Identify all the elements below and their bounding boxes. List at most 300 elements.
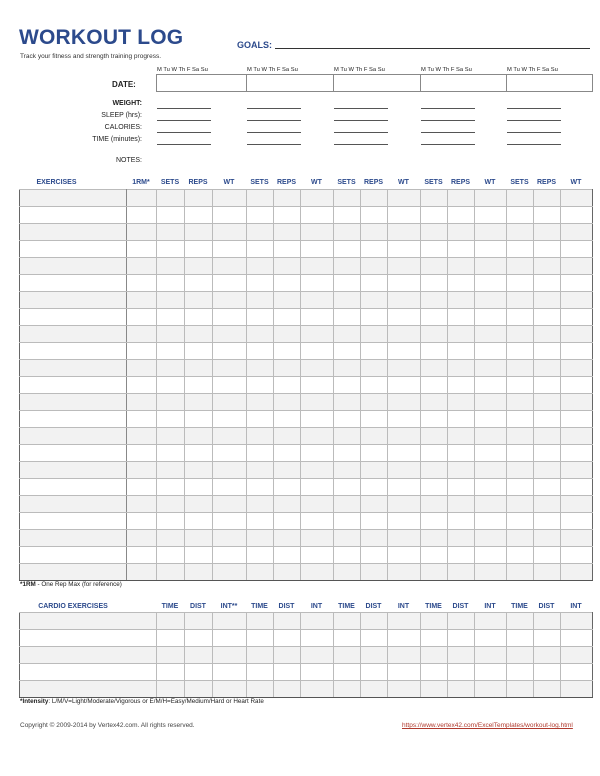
entry-cell[interactable] xyxy=(157,564,185,581)
entry-cell[interactable] xyxy=(534,360,561,377)
entry-cell[interactable] xyxy=(361,292,388,309)
entry-cell[interactable] xyxy=(534,630,561,647)
entry-cell[interactable] xyxy=(274,630,301,647)
entry-cell[interactable] xyxy=(448,360,475,377)
entry-cell[interactable] xyxy=(185,428,213,445)
date-field-3[interactable] xyxy=(333,74,421,92)
entry-cell[interactable] xyxy=(507,681,534,698)
entry-cell[interactable] xyxy=(274,394,301,411)
entry-cell[interactable] xyxy=(213,377,247,394)
entry-cell[interactable] xyxy=(334,647,361,664)
entry-cell[interactable] xyxy=(388,343,421,360)
entry-cell[interactable] xyxy=(185,445,213,462)
exercise-cell[interactable] xyxy=(20,647,157,664)
entry-cell[interactable] xyxy=(301,530,334,547)
entry-cell[interactable] xyxy=(247,564,274,581)
entry-cell[interactable] xyxy=(361,309,388,326)
entry-cell[interactable] xyxy=(127,530,157,547)
entry-cell[interactable] xyxy=(213,275,247,292)
entry-cell[interactable] xyxy=(475,613,507,630)
entry-cell[interactable] xyxy=(475,547,507,564)
entry-cell[interactable] xyxy=(388,377,421,394)
entry-cell[interactable] xyxy=(334,394,361,411)
entry-cell[interactable] xyxy=(213,496,247,513)
entry-cell[interactable] xyxy=(334,377,361,394)
entry-cell[interactable] xyxy=(274,530,301,547)
entry-cell[interactable] xyxy=(561,564,593,581)
entry-cell[interactable] xyxy=(213,564,247,581)
entry-cell[interactable] xyxy=(213,411,247,428)
entry-cell[interactable] xyxy=(448,564,475,581)
entry-cell[interactable] xyxy=(507,275,534,292)
exercise-cell[interactable] xyxy=(20,326,127,343)
entry-cell[interactable] xyxy=(475,207,507,224)
entry-cell[interactable] xyxy=(334,292,361,309)
entry-cell[interactable] xyxy=(247,530,274,547)
entry-cell[interactable] xyxy=(157,241,185,258)
entry-cell[interactable] xyxy=(475,647,507,664)
entry-cell[interactable] xyxy=(388,428,421,445)
entry-cell[interactable] xyxy=(157,547,185,564)
entry-cell[interactable] xyxy=(421,275,448,292)
entry-cell[interactable] xyxy=(213,309,247,326)
entry-cell[interactable] xyxy=(448,292,475,309)
entry-cell[interactable] xyxy=(475,292,507,309)
exercise-cell[interactable] xyxy=(20,190,127,207)
stat-field[interactable] xyxy=(334,120,388,121)
entry-cell[interactable] xyxy=(247,241,274,258)
entry-cell[interactable] xyxy=(448,530,475,547)
exercise-cell[interactable] xyxy=(20,377,127,394)
entry-cell[interactable] xyxy=(421,258,448,275)
entry-cell[interactable] xyxy=(475,479,507,496)
entry-cell[interactable] xyxy=(388,207,421,224)
entry-cell[interactable] xyxy=(561,428,593,445)
entry-cell[interactable] xyxy=(534,326,561,343)
entry-cell[interactable] xyxy=(157,428,185,445)
entry-cell[interactable] xyxy=(274,360,301,377)
exercise-cell[interactable] xyxy=(20,630,157,647)
stat-field[interactable] xyxy=(334,132,388,133)
entry-cell[interactable] xyxy=(534,462,561,479)
stat-field[interactable] xyxy=(157,120,211,121)
entry-cell[interactable] xyxy=(534,496,561,513)
stat-field[interactable] xyxy=(157,132,211,133)
entry-cell[interactable] xyxy=(127,428,157,445)
template-link[interactable]: https://www.vertex42.com/ExcelTemplates/workout-log.html xyxy=(402,722,573,729)
entry-cell[interactable] xyxy=(247,275,274,292)
entry-cell[interactable] xyxy=(507,377,534,394)
entry-cell[interactable] xyxy=(561,326,593,343)
entry-cell[interactable] xyxy=(247,394,274,411)
entry-cell[interactable] xyxy=(388,547,421,564)
entry-cell[interactable] xyxy=(507,513,534,530)
entry-cell[interactable] xyxy=(534,190,561,207)
entry-cell[interactable] xyxy=(247,681,274,698)
entry-cell[interactable] xyxy=(361,326,388,343)
entry-cell[interactable] xyxy=(213,513,247,530)
entry-cell[interactable] xyxy=(247,428,274,445)
entry-cell[interactable] xyxy=(301,309,334,326)
entry-cell[interactable] xyxy=(274,681,301,698)
entry-cell[interactable] xyxy=(507,360,534,377)
entry-cell[interactable] xyxy=(334,411,361,428)
entry-cell[interactable] xyxy=(185,630,213,647)
exercise-cell[interactable] xyxy=(20,343,127,360)
entry-cell[interactable] xyxy=(448,258,475,275)
entry-cell[interactable] xyxy=(475,513,507,530)
exercise-cell[interactable] xyxy=(20,664,157,681)
exercise-cell[interactable] xyxy=(20,513,127,530)
date-field-2[interactable] xyxy=(246,74,334,92)
entry-cell[interactable] xyxy=(475,343,507,360)
entry-cell[interactable] xyxy=(561,462,593,479)
entry-cell[interactable] xyxy=(157,613,185,630)
entry-cell[interactable] xyxy=(507,326,534,343)
entry-cell[interactable] xyxy=(561,479,593,496)
entry-cell[interactable] xyxy=(361,547,388,564)
entry-cell[interactable] xyxy=(421,630,448,647)
entry-cell[interactable] xyxy=(561,258,593,275)
entry-cell[interactable] xyxy=(157,479,185,496)
entry-cell[interactable] xyxy=(185,664,213,681)
entry-cell[interactable] xyxy=(475,309,507,326)
entry-cell[interactable] xyxy=(421,664,448,681)
entry-cell[interactable] xyxy=(213,258,247,275)
entry-cell[interactable] xyxy=(475,630,507,647)
entry-cell[interactable] xyxy=(448,326,475,343)
entry-cell[interactable] xyxy=(301,224,334,241)
entry-cell[interactable] xyxy=(561,547,593,564)
entry-cell[interactable] xyxy=(301,428,334,445)
stat-field[interactable] xyxy=(421,108,475,109)
entry-cell[interactable] xyxy=(448,681,475,698)
entry-cell[interactable] xyxy=(421,479,448,496)
entry-cell[interactable] xyxy=(388,275,421,292)
entry-cell[interactable] xyxy=(334,428,361,445)
entry-cell[interactable] xyxy=(334,513,361,530)
entry-cell[interactable] xyxy=(361,513,388,530)
entry-cell[interactable] xyxy=(561,630,593,647)
entry-cell[interactable] xyxy=(388,681,421,698)
entry-cell[interactable] xyxy=(213,547,247,564)
entry-cell[interactable] xyxy=(388,309,421,326)
stat-field[interactable] xyxy=(507,132,561,133)
entry-cell[interactable] xyxy=(247,292,274,309)
entry-cell[interactable] xyxy=(534,292,561,309)
entry-cell[interactable] xyxy=(534,647,561,664)
entry-cell[interactable] xyxy=(388,411,421,428)
entry-cell[interactable] xyxy=(127,411,157,428)
entry-cell[interactable] xyxy=(247,496,274,513)
entry-cell[interactable] xyxy=(475,224,507,241)
entry-cell[interactable] xyxy=(185,360,213,377)
entry-cell[interactable] xyxy=(247,647,274,664)
entry-cell[interactable] xyxy=(213,241,247,258)
entry-cell[interactable] xyxy=(213,630,247,647)
entry-cell[interactable] xyxy=(274,343,301,360)
entry-cell[interactable] xyxy=(475,258,507,275)
entry-cell[interactable] xyxy=(421,190,448,207)
entry-cell[interactable] xyxy=(334,613,361,630)
entry-cell[interactable] xyxy=(301,496,334,513)
entry-cell[interactable] xyxy=(185,530,213,547)
entry-cell[interactable] xyxy=(388,241,421,258)
entry-cell[interactable] xyxy=(157,326,185,343)
entry-cell[interactable] xyxy=(301,462,334,479)
entry-cell[interactable] xyxy=(213,207,247,224)
entry-cell[interactable] xyxy=(361,613,388,630)
entry-cell[interactable] xyxy=(247,309,274,326)
entry-cell[interactable] xyxy=(361,275,388,292)
entry-cell[interactable] xyxy=(301,326,334,343)
entry-cell[interactable] xyxy=(334,258,361,275)
exercise-cell[interactable] xyxy=(20,564,127,581)
entry-cell[interactable] xyxy=(127,241,157,258)
entry-cell[interactable] xyxy=(334,462,361,479)
date-field-5[interactable] xyxy=(506,74,593,92)
entry-cell[interactable] xyxy=(534,394,561,411)
entry-cell[interactable] xyxy=(475,275,507,292)
entry-cell[interactable] xyxy=(421,326,448,343)
entry-cell[interactable] xyxy=(274,224,301,241)
entry-cell[interactable] xyxy=(507,258,534,275)
entry-cell[interactable] xyxy=(507,207,534,224)
entry-cell[interactable] xyxy=(388,630,421,647)
entry-cell[interactable] xyxy=(274,547,301,564)
entry-cell[interactable] xyxy=(127,360,157,377)
entry-cell[interactable] xyxy=(561,496,593,513)
entry-cell[interactable] xyxy=(421,377,448,394)
stat-field[interactable] xyxy=(421,132,475,133)
entry-cell[interactable] xyxy=(127,343,157,360)
entry-cell[interactable] xyxy=(157,292,185,309)
entry-cell[interactable] xyxy=(213,428,247,445)
entry-cell[interactable] xyxy=(157,360,185,377)
entry-cell[interactable] xyxy=(561,309,593,326)
entry-cell[interactable] xyxy=(185,326,213,343)
entry-cell[interactable] xyxy=(534,564,561,581)
entry-cell[interactable] xyxy=(507,479,534,496)
entry-cell[interactable] xyxy=(185,462,213,479)
entry-cell[interactable] xyxy=(448,224,475,241)
entry-cell[interactable] xyxy=(448,630,475,647)
stat-field[interactable] xyxy=(247,120,301,121)
entry-cell[interactable] xyxy=(247,462,274,479)
goals-field[interactable] xyxy=(275,48,590,49)
entry-cell[interactable] xyxy=(421,681,448,698)
entry-cell[interactable] xyxy=(388,462,421,479)
entry-cell[interactable] xyxy=(561,613,593,630)
entry-cell[interactable] xyxy=(213,681,247,698)
entry-cell[interactable] xyxy=(361,411,388,428)
entry-cell[interactable] xyxy=(361,681,388,698)
entry-cell[interactable] xyxy=(213,394,247,411)
entry-cell[interactable] xyxy=(421,292,448,309)
entry-cell[interactable] xyxy=(185,496,213,513)
entry-cell[interactable] xyxy=(157,394,185,411)
entry-cell[interactable] xyxy=(534,681,561,698)
entry-cell[interactable] xyxy=(127,377,157,394)
entry-cell[interactable] xyxy=(534,411,561,428)
entry-cell[interactable] xyxy=(185,241,213,258)
entry-cell[interactable] xyxy=(448,664,475,681)
exercise-cell[interactable] xyxy=(20,530,127,547)
entry-cell[interactable] xyxy=(507,547,534,564)
entry-cell[interactable] xyxy=(388,647,421,664)
entry-cell[interactable] xyxy=(185,258,213,275)
exercise-cell[interactable] xyxy=(20,224,127,241)
exercise-cell[interactable] xyxy=(20,496,127,513)
entry-cell[interactable] xyxy=(334,547,361,564)
entry-cell[interactable] xyxy=(561,681,593,698)
entry-cell[interactable] xyxy=(127,326,157,343)
entry-cell[interactable] xyxy=(534,377,561,394)
entry-cell[interactable] xyxy=(185,613,213,630)
stat-field[interactable] xyxy=(507,144,561,145)
entry-cell[interactable] xyxy=(213,613,247,630)
exercise-cell[interactable] xyxy=(20,445,127,462)
entry-cell[interactable] xyxy=(157,462,185,479)
entry-cell[interactable] xyxy=(301,411,334,428)
entry-cell[interactable] xyxy=(274,241,301,258)
entry-cell[interactable] xyxy=(421,530,448,547)
entry-cell[interactable] xyxy=(185,647,213,664)
entry-cell[interactable] xyxy=(185,564,213,581)
entry-cell[interactable] xyxy=(448,377,475,394)
entry-cell[interactable] xyxy=(301,647,334,664)
entry-cell[interactable] xyxy=(247,513,274,530)
entry-cell[interactable] xyxy=(448,394,475,411)
entry-cell[interactable] xyxy=(507,530,534,547)
entry-cell[interactable] xyxy=(213,190,247,207)
exercise-cell[interactable] xyxy=(20,411,127,428)
entry-cell[interactable] xyxy=(247,664,274,681)
exercise-cell[interactable] xyxy=(20,207,127,224)
entry-cell[interactable] xyxy=(334,241,361,258)
entry-cell[interactable] xyxy=(388,564,421,581)
entry-cell[interactable] xyxy=(157,258,185,275)
entry-cell[interactable] xyxy=(507,496,534,513)
entry-cell[interactable] xyxy=(157,411,185,428)
entry-cell[interactable] xyxy=(301,613,334,630)
entry-cell[interactable] xyxy=(448,207,475,224)
entry-cell[interactable] xyxy=(475,462,507,479)
entry-cell[interactable] xyxy=(421,428,448,445)
entry-cell[interactable] xyxy=(448,647,475,664)
entry-cell[interactable] xyxy=(361,462,388,479)
exercise-cell[interactable] xyxy=(20,479,127,496)
entry-cell[interactable] xyxy=(388,513,421,530)
entry-cell[interactable] xyxy=(247,411,274,428)
entry-cell[interactable] xyxy=(561,394,593,411)
entry-cell[interactable] xyxy=(185,513,213,530)
entry-cell[interactable] xyxy=(185,343,213,360)
entry-cell[interactable] xyxy=(301,207,334,224)
stat-field[interactable] xyxy=(334,108,388,109)
entry-cell[interactable] xyxy=(534,428,561,445)
entry-cell[interactable] xyxy=(534,343,561,360)
entry-cell[interactable] xyxy=(507,343,534,360)
entry-cell[interactable] xyxy=(274,445,301,462)
entry-cell[interactable] xyxy=(448,445,475,462)
entry-cell[interactable] xyxy=(157,343,185,360)
entry-cell[interactable] xyxy=(421,360,448,377)
entry-cell[interactable] xyxy=(185,224,213,241)
entry-cell[interactable] xyxy=(157,647,185,664)
entry-cell[interactable] xyxy=(213,326,247,343)
entry-cell[interactable] xyxy=(561,445,593,462)
entry-cell[interactable] xyxy=(274,428,301,445)
entry-cell[interactable] xyxy=(301,630,334,647)
entry-cell[interactable] xyxy=(334,630,361,647)
stat-field[interactable] xyxy=(247,132,301,133)
entry-cell[interactable] xyxy=(274,479,301,496)
exercise-cell[interactable] xyxy=(20,681,157,698)
entry-cell[interactable] xyxy=(301,681,334,698)
entry-cell[interactable] xyxy=(361,190,388,207)
entry-cell[interactable] xyxy=(274,513,301,530)
entry-cell[interactable] xyxy=(507,411,534,428)
entry-cell[interactable] xyxy=(448,479,475,496)
entry-cell[interactable] xyxy=(448,462,475,479)
entry-cell[interactable] xyxy=(561,275,593,292)
entry-cell[interactable] xyxy=(421,394,448,411)
entry-cell[interactable] xyxy=(247,343,274,360)
stat-field[interactable] xyxy=(247,144,301,145)
entry-cell[interactable] xyxy=(185,275,213,292)
entry-cell[interactable] xyxy=(507,664,534,681)
entry-cell[interactable] xyxy=(274,292,301,309)
entry-cell[interactable] xyxy=(361,207,388,224)
entry-cell[interactable] xyxy=(334,343,361,360)
entry-cell[interactable] xyxy=(213,462,247,479)
entry-cell[interactable] xyxy=(421,411,448,428)
entry-cell[interactable] xyxy=(334,224,361,241)
entry-cell[interactable] xyxy=(561,207,593,224)
entry-cell[interactable] xyxy=(127,462,157,479)
entry-cell[interactable] xyxy=(213,664,247,681)
entry-cell[interactable] xyxy=(448,309,475,326)
entry-cell[interactable] xyxy=(421,445,448,462)
entry-cell[interactable] xyxy=(448,613,475,630)
exercise-cell[interactable] xyxy=(20,241,127,258)
exercise-cell[interactable] xyxy=(20,275,127,292)
entry-cell[interactable] xyxy=(301,394,334,411)
entry-cell[interactable] xyxy=(274,207,301,224)
entry-cell[interactable] xyxy=(213,647,247,664)
entry-cell[interactable] xyxy=(157,630,185,647)
entry-cell[interactable] xyxy=(475,241,507,258)
entry-cell[interactable] xyxy=(157,207,185,224)
entry-cell[interactable] xyxy=(274,258,301,275)
entry-cell[interactable] xyxy=(334,275,361,292)
entry-cell[interactable] xyxy=(127,275,157,292)
stat-field[interactable] xyxy=(157,108,211,109)
date-field-4[interactable] xyxy=(420,74,507,92)
entry-cell[interactable] xyxy=(475,394,507,411)
entry-cell[interactable] xyxy=(507,292,534,309)
stat-field[interactable] xyxy=(157,144,211,145)
entry-cell[interactable] xyxy=(274,377,301,394)
entry-cell[interactable] xyxy=(157,513,185,530)
entry-cell[interactable] xyxy=(388,664,421,681)
entry-cell[interactable] xyxy=(448,275,475,292)
entry-cell[interactable] xyxy=(507,647,534,664)
entry-cell[interactable] xyxy=(301,275,334,292)
entry-cell[interactable] xyxy=(247,190,274,207)
entry-cell[interactable] xyxy=(561,224,593,241)
